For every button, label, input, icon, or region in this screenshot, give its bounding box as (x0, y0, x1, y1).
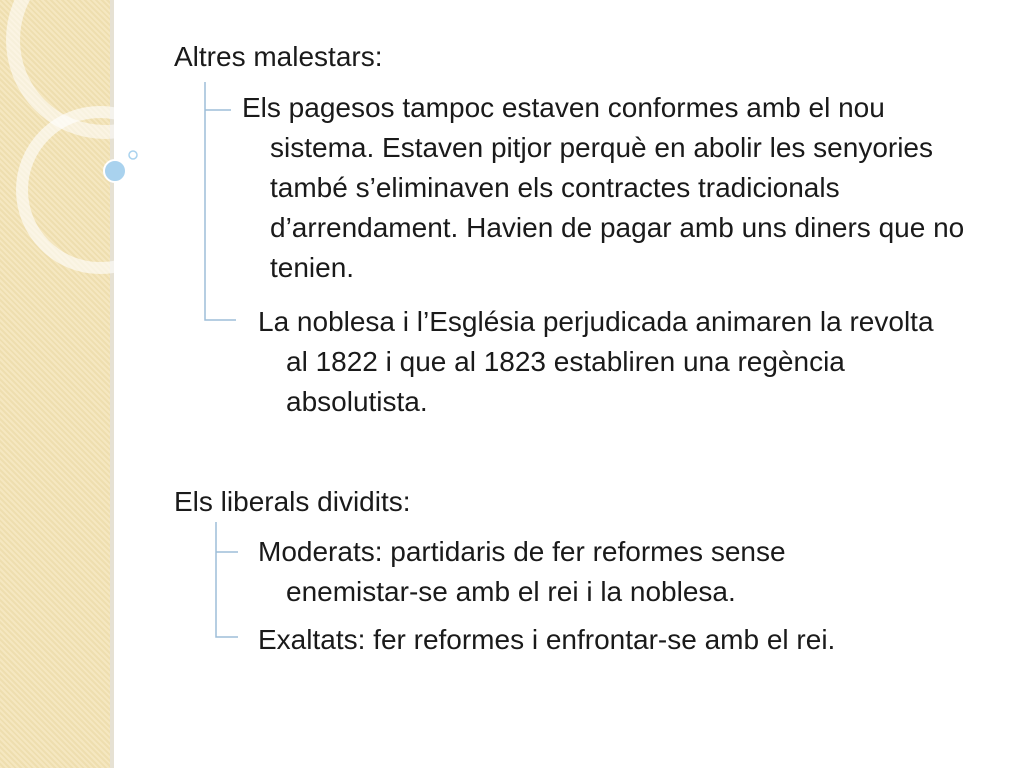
bullet-exaltats: Exaltats: fer reformes i enfrontar-se amb el rei. (258, 624, 836, 655)
section-heading-liberals-dividits: Els liberals dividits: (174, 486, 411, 517)
bullet-moderats: Moderats: partidaris de fer reformes sense enemistar-se amb el rei i la noblesa. (258, 536, 786, 607)
bullet-noblesa: La noblesa i l’Església perjudicada animaren la revolta al 1822 i que al 1823 establiren una regència absolutista. (258, 306, 934, 417)
section-heading-altres-malestars: Altres malestars: (174, 41, 383, 72)
bullet-pagesos: Els pagesos tampoc estaven conformes amb el nou sistema. Estaven pitjor perquè en abolir les senyories també s’eliminaven els contractes tradicionals d’arrendament. Havien de pagar amb uns diners que no tenien. (242, 92, 965, 283)
